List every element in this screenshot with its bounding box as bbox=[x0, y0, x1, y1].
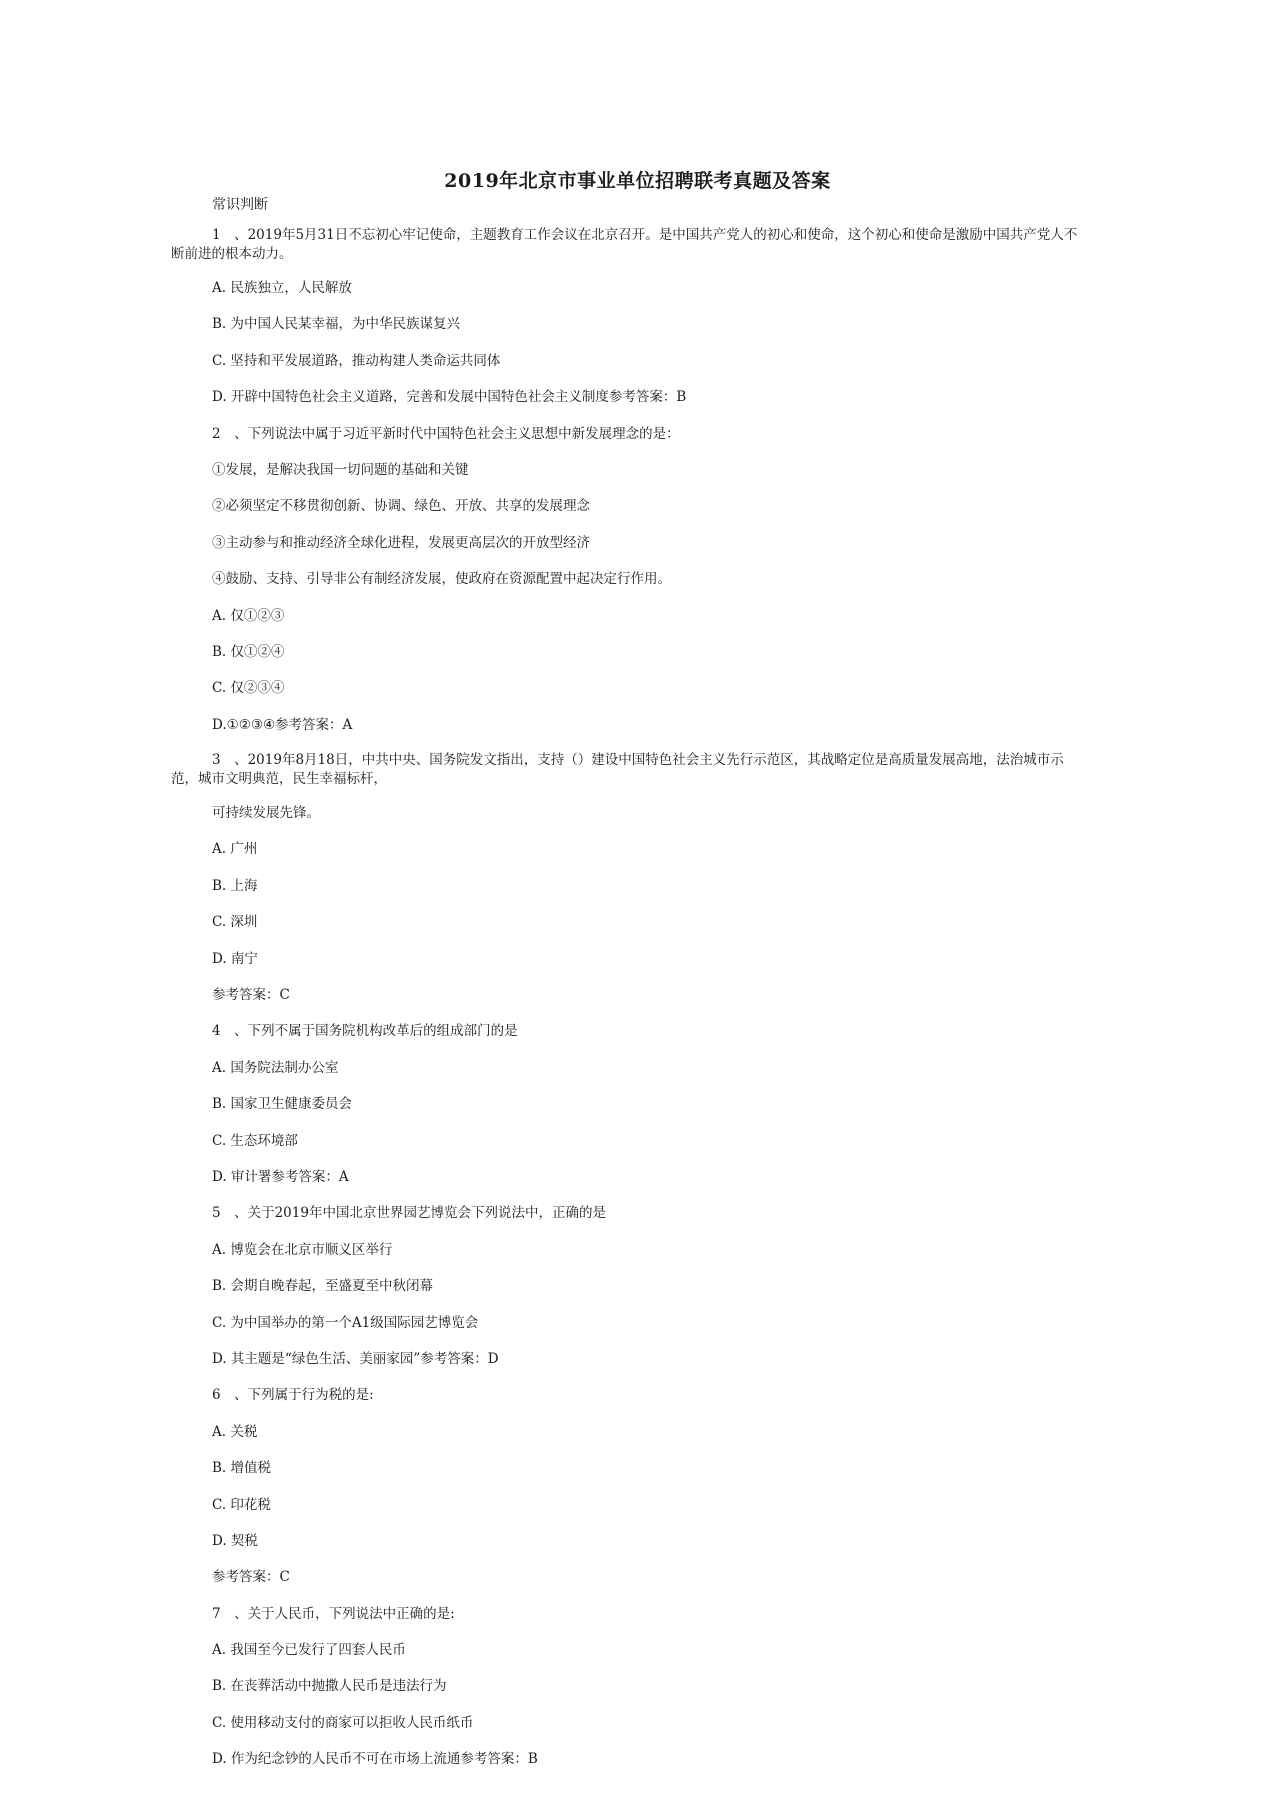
document-body bbox=[171, 226, 1086, 1786]
answer-option: D. 审计署参考答案：A bbox=[212, 1168, 349, 1185]
answer-option: D. 契税 bbox=[212, 1532, 258, 1549]
answer-option: B. 会期自晚春起，至盛夏至中秋闭幕 bbox=[212, 1278, 434, 1295]
answer-option: D.①②③④参考答案：A bbox=[212, 716, 353, 733]
question-text: 4 、下列不属于国务院机构改革后的组成部门的是 bbox=[212, 1023, 518, 1040]
answer-option: A. 民族独立，人民解放 bbox=[212, 280, 352, 296]
statement-item: ④鼓励、支持、引导非公有制经济发展，使政府在资源配置中起决定行作用。 bbox=[212, 571, 671, 588]
question-text: 2 、下列说法中属于习近平新时代中国特色社会主义思想中新发展理念的是： bbox=[212, 425, 680, 442]
answer-option: D. 南宁 bbox=[212, 950, 258, 967]
answer-option: B. 增值税 bbox=[212, 1460, 272, 1477]
answer-option: D. 开辟中国特色社会主义道路，完善和发展中国特色社会主义制度参考答案：B bbox=[212, 389, 687, 406]
answer-option: B. 为中国人民某幸福，为中华民族谋复兴 bbox=[212, 316, 461, 333]
question-text: 1 、2019年5月31日不忘初心牢记使命，主题教育工作会议在北京召开。是中国共产党人的初心和使命，这个初心和使命是激励中国共产党人不断前进的根本动力。 bbox=[171, 227, 1078, 262]
answer-option: B. 上海 bbox=[212, 877, 258, 894]
answer-option: C. 为中国举办的第一个A1级国际园艺博览会 bbox=[212, 1314, 479, 1331]
answer-option: A. 国务院法制办公室 bbox=[212, 1059, 339, 1076]
answer-option: B. 国家卫生健康委员会 bbox=[212, 1096, 353, 1113]
question-text: 7 、关于人民币，下列说法中正确的是: bbox=[212, 1605, 455, 1622]
answer-option: D. 其主题是“绿色生活、美丽家园”参考答案：D bbox=[212, 1350, 499, 1367]
answer-option: C. 仅②③④ bbox=[212, 680, 285, 697]
answer-option: A. 我国至今已发行了四套人民币 bbox=[212, 1642, 406, 1659]
answer-option: C. 深圳 bbox=[212, 914, 258, 931]
question-text: 5 、关于2019年中国北京世界园艺博览会下列说法中，正确的是 bbox=[212, 1205, 606, 1222]
answer-option: A. 关税 bbox=[212, 1423, 258, 1440]
answer-option: C. 坚持和平发展道路，推动构建人类命运共同体 bbox=[212, 352, 501, 369]
section-heading: 常识判断 bbox=[212, 197, 268, 213]
answer-option: C. 使用移动支付的商家可以拒收人民币纸币 bbox=[212, 1714, 474, 1731]
answer-option: C. 印花税 bbox=[212, 1496, 271, 1513]
document-title: 2019年北京市事业单位招聘联考真题及答案 bbox=[444, 170, 831, 192]
reference-answer: 参考答案：C bbox=[212, 1569, 290, 1586]
answer-option: C. 生态环境部 bbox=[212, 1132, 298, 1149]
answer-option: B. 在丧葬活动中抛撒人民币是违法行为 bbox=[212, 1678, 447, 1695]
reference-answer: 参考答案：C bbox=[212, 987, 290, 1004]
question-text-continued: 可持续发展先锋。 bbox=[212, 805, 320, 822]
question-text: 3 、2019年8月18日，中共中央、国务院发文指出，支持（）建设中国特色社会主义先行示范区，其战略定位是高质量发展高地，法治城市示范，城市文明典范，民生幸福标杆， bbox=[171, 752, 1064, 788]
question-text: 6 、下列属于行为税的是: bbox=[212, 1387, 374, 1404]
answer-option: D. 作为纪念钞的人民币不可在市场上流通参考答案：B bbox=[212, 1751, 538, 1768]
answer-option: B. 仅①②④ bbox=[212, 643, 285, 660]
answer-option: A. 博览会在北京市顺义区举行 bbox=[212, 1241, 393, 1258]
statement-item: ①发展，是解决我国一切问题的基础和关键 bbox=[212, 461, 469, 478]
answer-option: A. 广州 bbox=[212, 841, 258, 858]
answer-option: A. 仅①②③ bbox=[212, 607, 285, 624]
statement-item: ②必须坚定不移贯彻创新、协调、绿色、开放、共享的发展理念 bbox=[212, 498, 590, 515]
statement-item: ③主动参与和推动经济全球化进程，发展更高层次的开放型经济 bbox=[212, 534, 590, 551]
